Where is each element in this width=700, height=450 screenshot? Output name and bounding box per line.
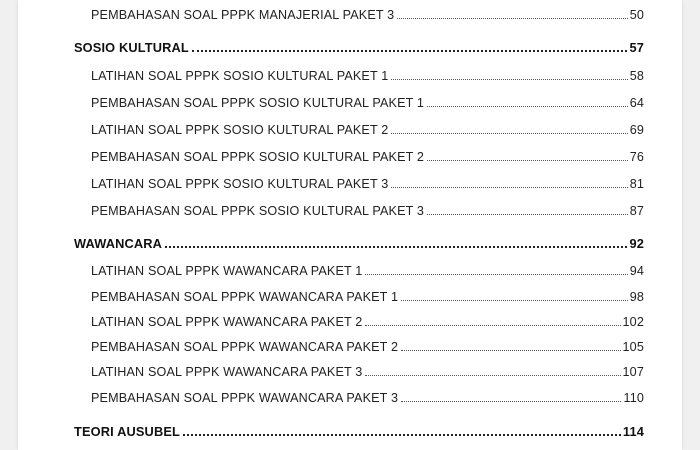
toc-entry-page: 105 xyxy=(622,340,644,354)
toc-entry-page: 58 xyxy=(629,69,644,83)
toc-entry[interactable] xyxy=(74,259,644,279)
toc-entry[interactable] xyxy=(74,386,644,406)
toc-section-entry[interactable] xyxy=(74,232,644,252)
toc-entry-page: 87 xyxy=(629,204,644,218)
dot-leader xyxy=(401,349,620,351)
toc-entry-title: LATIHAN SOAL PPPK SOSIO KULTURAL PAKET 3 xyxy=(91,177,389,191)
dot-leader xyxy=(401,400,621,402)
toc-section-title: SOSIO KULTURAL xyxy=(74,40,189,55)
dot-leader xyxy=(397,17,627,19)
toc-entry[interactable] xyxy=(74,64,644,84)
dot-leader xyxy=(427,213,628,215)
toc-entry-title: PEMBAHASAN SOAL PPPK SOSIO KULTURAL PAKET 2 xyxy=(91,150,425,164)
toc-entry-page: 50 xyxy=(629,8,644,22)
toc-entry-page: 81 xyxy=(629,177,644,191)
toc-entry-title: PEMBAHASAN SOAL PPPK SOSIO KULTURAL PAKET 3 xyxy=(91,204,425,218)
toc-entry[interactable] xyxy=(74,145,644,165)
dot-leader xyxy=(165,245,627,248)
toc-entry-title: LATIHAN SOAL PPPK SOSIO KULTURAL PAKET 1 xyxy=(91,69,389,83)
toc-entry-page: 98 xyxy=(629,290,644,304)
toc-entry-title: LATIHAN SOAL PPPK WAWANCARA PAKET 3 xyxy=(91,365,363,379)
toc-entry-title: PEMBAHASAN SOAL PPPK WAWANCARA PAKET 2 xyxy=(91,340,399,354)
toc-entry-page: 69 xyxy=(629,123,644,137)
toc-entry-title: PEMBAHASAN SOAL PPPK WAWANCARA PAKET 3 xyxy=(91,391,399,405)
toc-section-title: WAWANCARA xyxy=(74,236,163,251)
toc-section-page: 57 xyxy=(629,40,644,55)
toc-entry-page: 110 xyxy=(623,391,644,405)
toc-entry[interactable] xyxy=(74,199,644,219)
toc-entry[interactable] xyxy=(74,285,644,305)
toc-entry-title: PEMBAHASAN SOAL PPPK SOSIO KULTURAL PAKET 1 xyxy=(91,96,425,110)
toc-entry[interactable] xyxy=(74,118,644,138)
dot-leader xyxy=(192,49,628,52)
dot-leader xyxy=(391,78,627,80)
toc-entry[interactable] xyxy=(74,335,644,355)
toc-entry-title: PEMBAHASAN SOAL PPPK MANAJERIAL PAKET 3 xyxy=(91,8,395,22)
dot-leader xyxy=(365,374,620,376)
toc-entry-title: LATIHAN SOAL PPPK SOSIO KULTURAL PAKET 2 xyxy=(91,123,389,137)
dot-leader xyxy=(401,299,628,301)
dot-leader xyxy=(427,105,628,107)
dot-leader xyxy=(183,433,621,436)
toc-entry-page: 94 xyxy=(629,264,644,278)
toc-entry-page: 64 xyxy=(629,96,644,110)
document-page xyxy=(18,0,682,450)
toc-entry[interactable] xyxy=(74,3,644,23)
toc-section-page: 114 xyxy=(622,424,644,439)
toc-entry-page: 76 xyxy=(629,150,644,164)
dot-leader xyxy=(365,324,620,326)
toc-entry-title: LATIHAN SOAL PPPK WAWANCARA PAKET 2 xyxy=(91,315,363,329)
toc-entry[interactable] xyxy=(74,172,644,192)
toc-section-entry[interactable] xyxy=(74,36,644,56)
toc-section-entry[interactable] xyxy=(74,420,644,440)
dot-leader xyxy=(391,132,627,134)
toc-entry-page: 102 xyxy=(622,315,644,329)
toc-entry[interactable] xyxy=(74,360,644,380)
dot-leader xyxy=(365,273,627,275)
dot-leader xyxy=(391,186,627,188)
toc-entry-page: 107 xyxy=(622,365,644,379)
toc-entry[interactable] xyxy=(74,310,644,330)
toc-entry-title: PEMBAHASAN SOAL PPPK WAWANCARA PAKET 1 xyxy=(91,290,399,304)
dot-leader xyxy=(427,159,628,161)
toc-entry[interactable] xyxy=(74,91,644,111)
toc-section-page: 92 xyxy=(629,236,644,251)
toc-entry-title: LATIHAN SOAL PPPK WAWANCARA PAKET 1 xyxy=(91,264,363,278)
toc-section-title: TEORI AUSUBEL xyxy=(74,424,180,439)
